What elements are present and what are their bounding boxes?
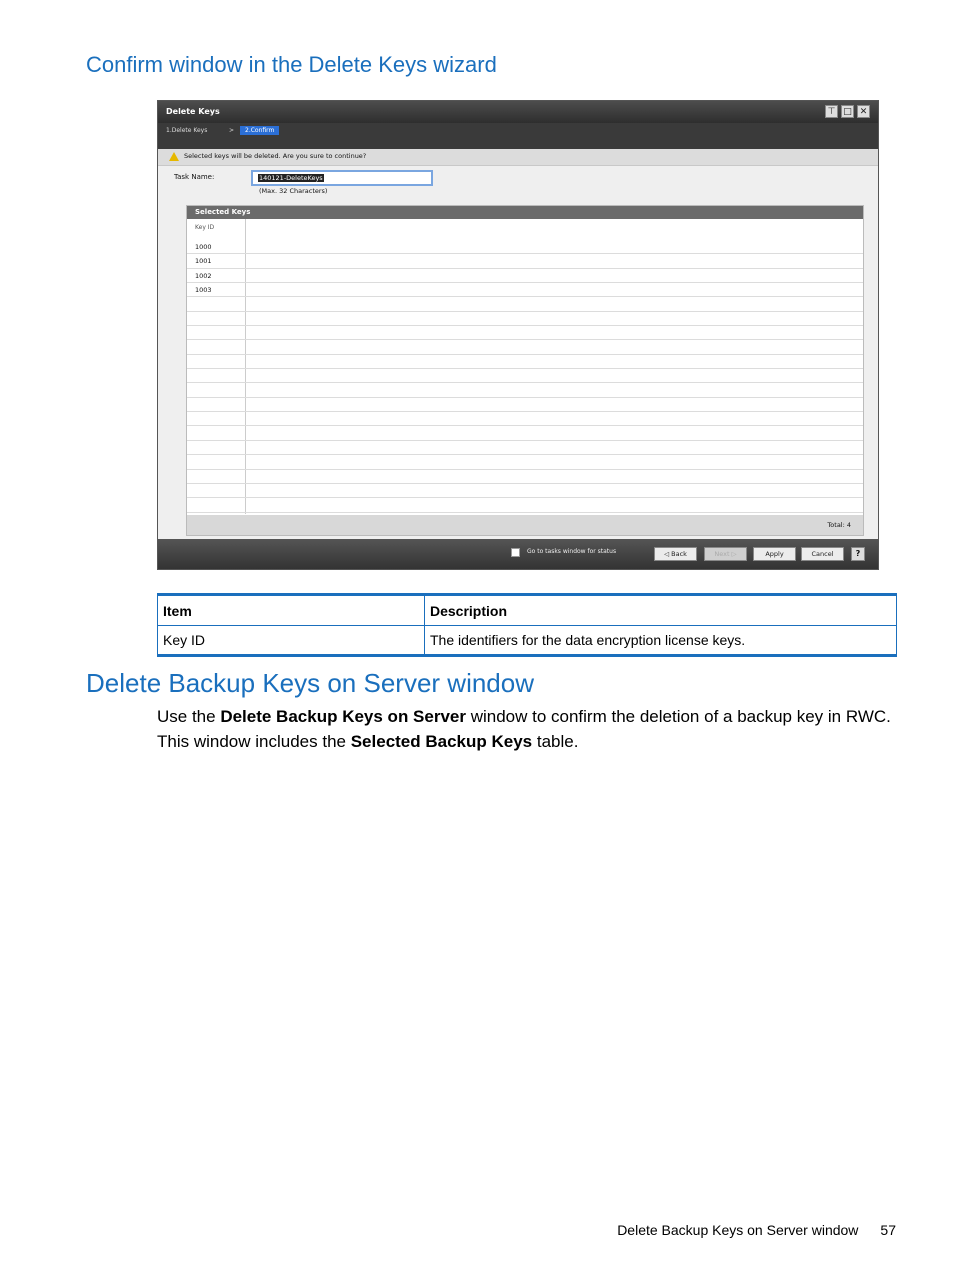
next-button[interactable]: Next ▷ bbox=[704, 547, 747, 561]
wizard-titlebar bbox=[158, 101, 878, 123]
column-header-key-id[interactable]: Key ID bbox=[195, 224, 215, 231]
wizard-button-bar bbox=[158, 539, 878, 569]
wizard-title: Delete Keys bbox=[166, 107, 220, 116]
paragraph-bold-window-name: Delete Backup Keys on Server bbox=[220, 707, 466, 726]
warning-message: Selected keys will be deleted. Are you sure to continue? bbox=[184, 152, 367, 160]
warning-bar bbox=[158, 149, 878, 166]
item-description-table bbox=[157, 593, 897, 657]
key-rows bbox=[187, 240, 863, 527]
delete-keys-wizard-screenshot bbox=[157, 100, 879, 570]
task-name-hint: (Max. 32 Characters) bbox=[259, 187, 328, 195]
key-id-cell: 1003 bbox=[195, 286, 212, 295]
paragraph-text-3: table. bbox=[532, 732, 579, 751]
table-row[interactable] bbox=[187, 426, 863, 440]
cancel-button[interactable]: Cancel bbox=[801, 547, 844, 561]
breadcrumb-step-delete-keys: 1.Delete Keys bbox=[166, 127, 208, 134]
header-item: Item bbox=[158, 595, 425, 626]
go-to-tasks-label: Go to tasks window for status bbox=[527, 548, 617, 555]
table-row[interactable] bbox=[187, 254, 863, 268]
go-to-tasks-checkbox[interactable] bbox=[511, 548, 520, 557]
table-row[interactable] bbox=[187, 283, 863, 297]
table-row[interactable] bbox=[187, 240, 863, 254]
key-id-cell: 1002 bbox=[195, 271, 212, 280]
table-row[interactable] bbox=[187, 326, 863, 340]
table-header-row bbox=[158, 595, 897, 626]
table-row[interactable] bbox=[187, 412, 863, 426]
header-description: Description bbox=[425, 595, 897, 626]
cell-description: The identifiers for the data encryption license keys. bbox=[425, 626, 897, 656]
back-button[interactable]: ◁ Back bbox=[654, 547, 697, 561]
table-row bbox=[158, 626, 897, 656]
major-heading: Delete Backup Keys on Server window bbox=[86, 668, 535, 698]
maximize-icon[interactable]: □ bbox=[841, 105, 854, 118]
paragraph-text-1: Use the bbox=[157, 707, 221, 726]
total-count: Total: 4 bbox=[827, 521, 851, 529]
page-footer bbox=[617, 1222, 896, 1238]
footer-title: Delete Backup Keys on Server window bbox=[617, 1222, 859, 1238]
table-row[interactable] bbox=[187, 269, 863, 283]
table-footer bbox=[187, 515, 863, 535]
pin-icon[interactable]: ⊤ bbox=[825, 105, 838, 118]
table-row[interactable] bbox=[187, 470, 863, 484]
section-heading: Confirm window in the Delete Keys wizard bbox=[86, 52, 497, 77]
table-row[interactable] bbox=[187, 441, 863, 455]
selected-keys-title: Selected Keys bbox=[195, 208, 251, 216]
task-name-value: 140121-DeleteKeys bbox=[259, 174, 323, 182]
table-row[interactable] bbox=[187, 398, 863, 412]
selected-keys-title-bar bbox=[187, 206, 863, 219]
selected-keys-table bbox=[186, 205, 864, 536]
page-number: 57 bbox=[880, 1222, 896, 1238]
wizard-breadcrumb bbox=[158, 123, 878, 149]
table-row[interactable] bbox=[187, 455, 863, 469]
table-row[interactable] bbox=[187, 383, 863, 397]
table-row[interactable] bbox=[187, 498, 863, 512]
close-icon[interactable]: ✕ bbox=[857, 105, 870, 118]
apply-button[interactable]: Apply bbox=[753, 547, 796, 561]
breadcrumb-step-confirm: 2.Confirm bbox=[240, 126, 279, 135]
paragraph-text-2: window to confirm the deletion of a backup key in RWC. This window includes the bbox=[157, 707, 891, 751]
body-paragraph bbox=[157, 704, 897, 754]
task-name-input[interactable] bbox=[251, 170, 433, 186]
key-id-cell: 1001 bbox=[195, 257, 212, 266]
paragraph-bold-table-name: Selected Backup Keys bbox=[350, 732, 533, 751]
table-row[interactable] bbox=[187, 297, 863, 311]
help-icon[interactable]: ? bbox=[851, 547, 865, 561]
table-row[interactable] bbox=[187, 355, 863, 369]
task-name-label: Task Name: bbox=[174, 173, 215, 181]
breadcrumb-separator: > bbox=[229, 127, 235, 134]
table-row[interactable] bbox=[187, 369, 863, 383]
table-row[interactable] bbox=[187, 340, 863, 354]
table-row[interactable] bbox=[187, 312, 863, 326]
table-row[interactable] bbox=[187, 484, 863, 498]
cell-item: Key ID bbox=[158, 626, 425, 656]
warning-icon bbox=[169, 152, 179, 161]
key-id-cell: 1000 bbox=[195, 243, 212, 251]
